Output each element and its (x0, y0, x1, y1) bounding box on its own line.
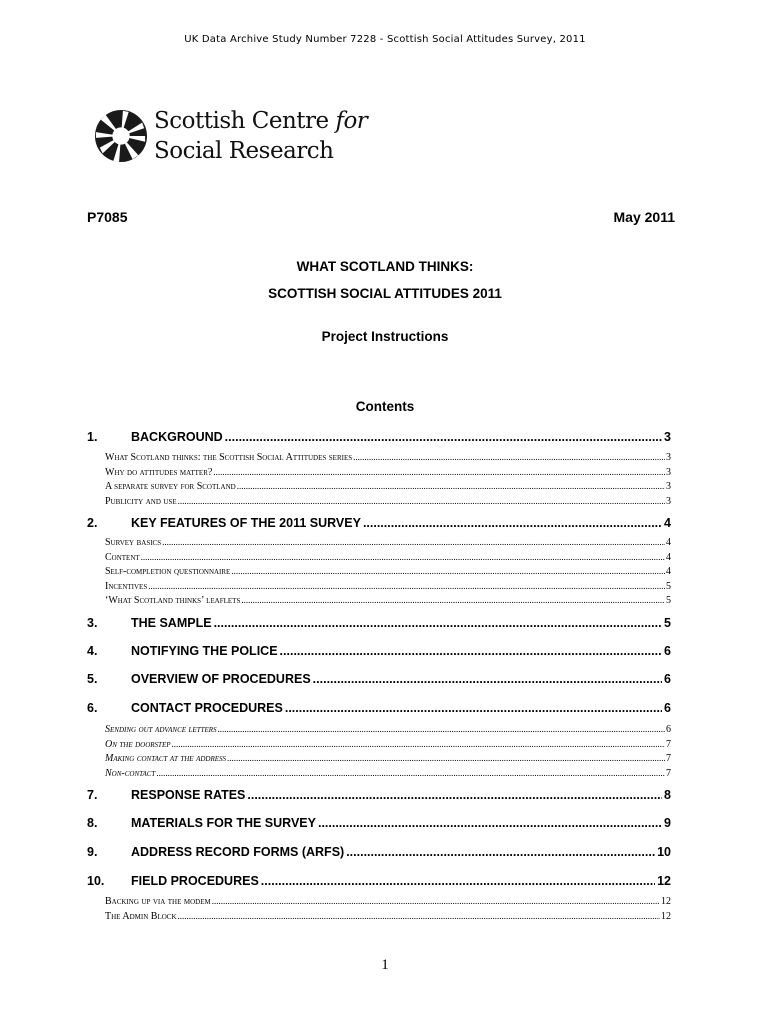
toc-section[interactable] (87, 845, 671, 861)
toc-leader-dots (218, 724, 665, 734)
toc-leader-dots (172, 739, 665, 749)
toc-subsection[interactable] (105, 911, 671, 924)
toc-subsection[interactable] (105, 537, 671, 550)
toc-section-page: 6 (664, 701, 671, 715)
toc-leader-dots (247, 788, 662, 802)
toc-leader-dots (212, 896, 660, 906)
toc-section-number: 8. (87, 816, 98, 830)
toc-subsection-label: Self-completion questionnaire (105, 566, 231, 578)
running-header: UK Data Archive Study Number 7228 - Scottish Social Attitudes Survey, 2011 (184, 34, 586, 45)
toc-section[interactable] (87, 644, 671, 660)
toc-section-label: FIELD PROCEDURES (131, 874, 259, 888)
toc-subsection-label: A separate survey for Scotland (105, 481, 236, 493)
toc-subsection-page: 5 (666, 580, 671, 592)
toc-leader-dots (156, 768, 665, 778)
toc-subsection[interactable] (105, 739, 671, 752)
toc-subsection[interactable] (105, 452, 671, 465)
logo-text-line2: Social Research (154, 138, 334, 164)
toc-leader-dots (141, 552, 665, 562)
toc-section-label: NOTIFYING THE POLICE (131, 644, 278, 658)
toc-subsection-page: 4 (666, 537, 671, 548)
toc-subsection-label: Incentives (105, 580, 148, 592)
toc-section[interactable] (87, 816, 671, 832)
toc-subsection-label: Making contact at the address (105, 753, 227, 765)
toc-leader-dots (214, 616, 662, 630)
toc-subsection-page: 7 (666, 753, 671, 765)
toc-subsection-label: ‘What Scotland thinks’ leaflets (105, 595, 241, 607)
toc-leader-dots (213, 467, 665, 477)
document-title-line1: WHAT SCOTLAND THINKS: (296, 259, 474, 274)
toc-subsection-page: 7 (666, 738, 671, 750)
logo-text-line1: Scottish Centre for (154, 108, 368, 134)
toc-subsection-page: 4 (666, 566, 671, 578)
toc-section-page: 10 (657, 845, 671, 859)
toc-section-label: ADDRESS RECORD FORMS (ARFS) (131, 845, 345, 859)
toc-subsection-page: 3 (666, 481, 671, 493)
toc-subsection[interactable] (105, 724, 671, 737)
toc-subsection[interactable] (105, 552, 671, 565)
toc-section-page: 12 (657, 874, 671, 888)
toc-section-label: THE SAMPLE (131, 616, 212, 630)
toc-subsection[interactable] (105, 595, 671, 608)
toc-subsection-page: 5 (666, 595, 671, 607)
toc-leader-dots (162, 537, 665, 547)
toc-section-label: CONTACT PROCEDURES (131, 701, 283, 715)
toc-subsection-label: Publicity and use (105, 495, 177, 507)
toc-leader-dots (280, 644, 663, 658)
toc-leader-dots (363, 516, 662, 530)
contents-heading: Contents (355, 399, 415, 414)
toc-leader-dots (237, 481, 665, 491)
toc-leader-dots (241, 595, 665, 605)
page-number: 1 (381, 957, 389, 973)
document-title-line2: SCOTTISH SOCIAL ATTITUDES 2011 (268, 286, 502, 301)
toc-leader-dots (261, 874, 655, 888)
toc-subsection[interactable] (105, 753, 671, 766)
toc-leader-dots (148, 581, 665, 591)
toc-subsection-label: On the doorstep (105, 738, 171, 750)
toc-subsection-label: The Admin Block (105, 910, 177, 922)
toc-subsection[interactable] (105, 566, 671, 579)
toc-leader-dots (318, 816, 662, 830)
toc-section[interactable] (87, 430, 671, 446)
toc-subsection-page: 3 (666, 452, 671, 463)
toc-section[interactable] (87, 874, 671, 890)
toc-subsection-label: Why do attitudes matter? (105, 466, 213, 478)
toc-section-number: 9. (87, 845, 98, 859)
toc-section-label: OVERVIEW OF PROCEDURES (131, 672, 311, 686)
toc-section-number: 1. (87, 430, 98, 444)
toc-subsection-page: 4 (666, 551, 671, 563)
toc-section-number: 6. (87, 701, 98, 715)
toc-subsection-label: Non-contact (105, 767, 156, 779)
toc-section-page: 4 (664, 516, 671, 530)
toc-section[interactable] (87, 788, 671, 804)
toc-subsection-page: 12 (661, 910, 671, 922)
toc-section-label: BACKGROUND (131, 430, 223, 444)
toc-section-label: RESPONSE RATES (131, 788, 246, 802)
toc-subsection-label: Survey basics (105, 537, 162, 548)
toc-subsection-page: 3 (666, 466, 671, 478)
document-date: May 2011 (613, 209, 675, 225)
toc-leader-dots (231, 566, 665, 576)
toc-subsection-label: Backing up via the modem (105, 896, 211, 907)
toc-section[interactable] (87, 516, 671, 532)
toc-leader-dots (313, 672, 662, 686)
toc-leader-dots (225, 430, 662, 444)
toc-leader-dots (346, 845, 655, 859)
toc-section-number: 2. (87, 516, 98, 530)
toc-section[interactable] (87, 616, 671, 632)
toc-section-number: 5. (87, 672, 98, 686)
toc-subsection-label: Content (105, 551, 140, 563)
toc-leader-dots (178, 911, 661, 921)
toc-section-page: 5 (664, 616, 671, 630)
document-subtitle: Project Instructions (321, 329, 449, 344)
toc-section-label: KEY FEATURES OF THE 2011 SURVEY (131, 516, 361, 530)
toc-leader-dots (227, 753, 665, 763)
toc-section-page: 8 (664, 788, 671, 802)
toc-subsection-page: 7 (666, 767, 671, 779)
toc-section-page: 6 (664, 672, 671, 686)
aperture-logo-icon (94, 108, 148, 164)
toc-section[interactable] (87, 672, 671, 688)
toc-section-page: 9 (664, 816, 671, 830)
toc-section-label: MATERIALS FOR THE SURVEY (131, 816, 316, 830)
project-reference: P7085 (87, 209, 128, 225)
toc-subsection[interactable] (105, 481, 671, 494)
toc-section-number: 3. (87, 616, 98, 630)
toc-subsection-page: 3 (666, 495, 671, 507)
toc-section[interactable] (87, 701, 671, 717)
toc-subsection[interactable] (105, 768, 671, 781)
toc-section-page: 3 (664, 430, 671, 444)
toc-leader-dots (178, 496, 665, 506)
scottish-centre-logo (94, 106, 368, 170)
toc-leader-dots (285, 701, 662, 715)
toc-subsection[interactable] (105, 581, 671, 594)
toc-subsection[interactable] (105, 896, 671, 909)
toc-subsection-label: What Scotland thinks: the Scottish Social Attitudes series (105, 452, 353, 463)
toc-section-number: 4. (87, 644, 98, 658)
toc-leader-dots (353, 452, 665, 462)
toc-subsection[interactable] (105, 496, 671, 509)
toc-subsection-page: 12 (661, 896, 671, 907)
toc-section-number: 7. (87, 788, 98, 802)
toc-section-number: 10. (87, 874, 105, 888)
toc-section-page: 6 (664, 644, 671, 658)
toc-subsection-page: 6 (666, 724, 671, 735)
toc-subsection[interactable] (105, 467, 671, 480)
toc-subsection-label: Sending out advance letters (105, 724, 217, 735)
